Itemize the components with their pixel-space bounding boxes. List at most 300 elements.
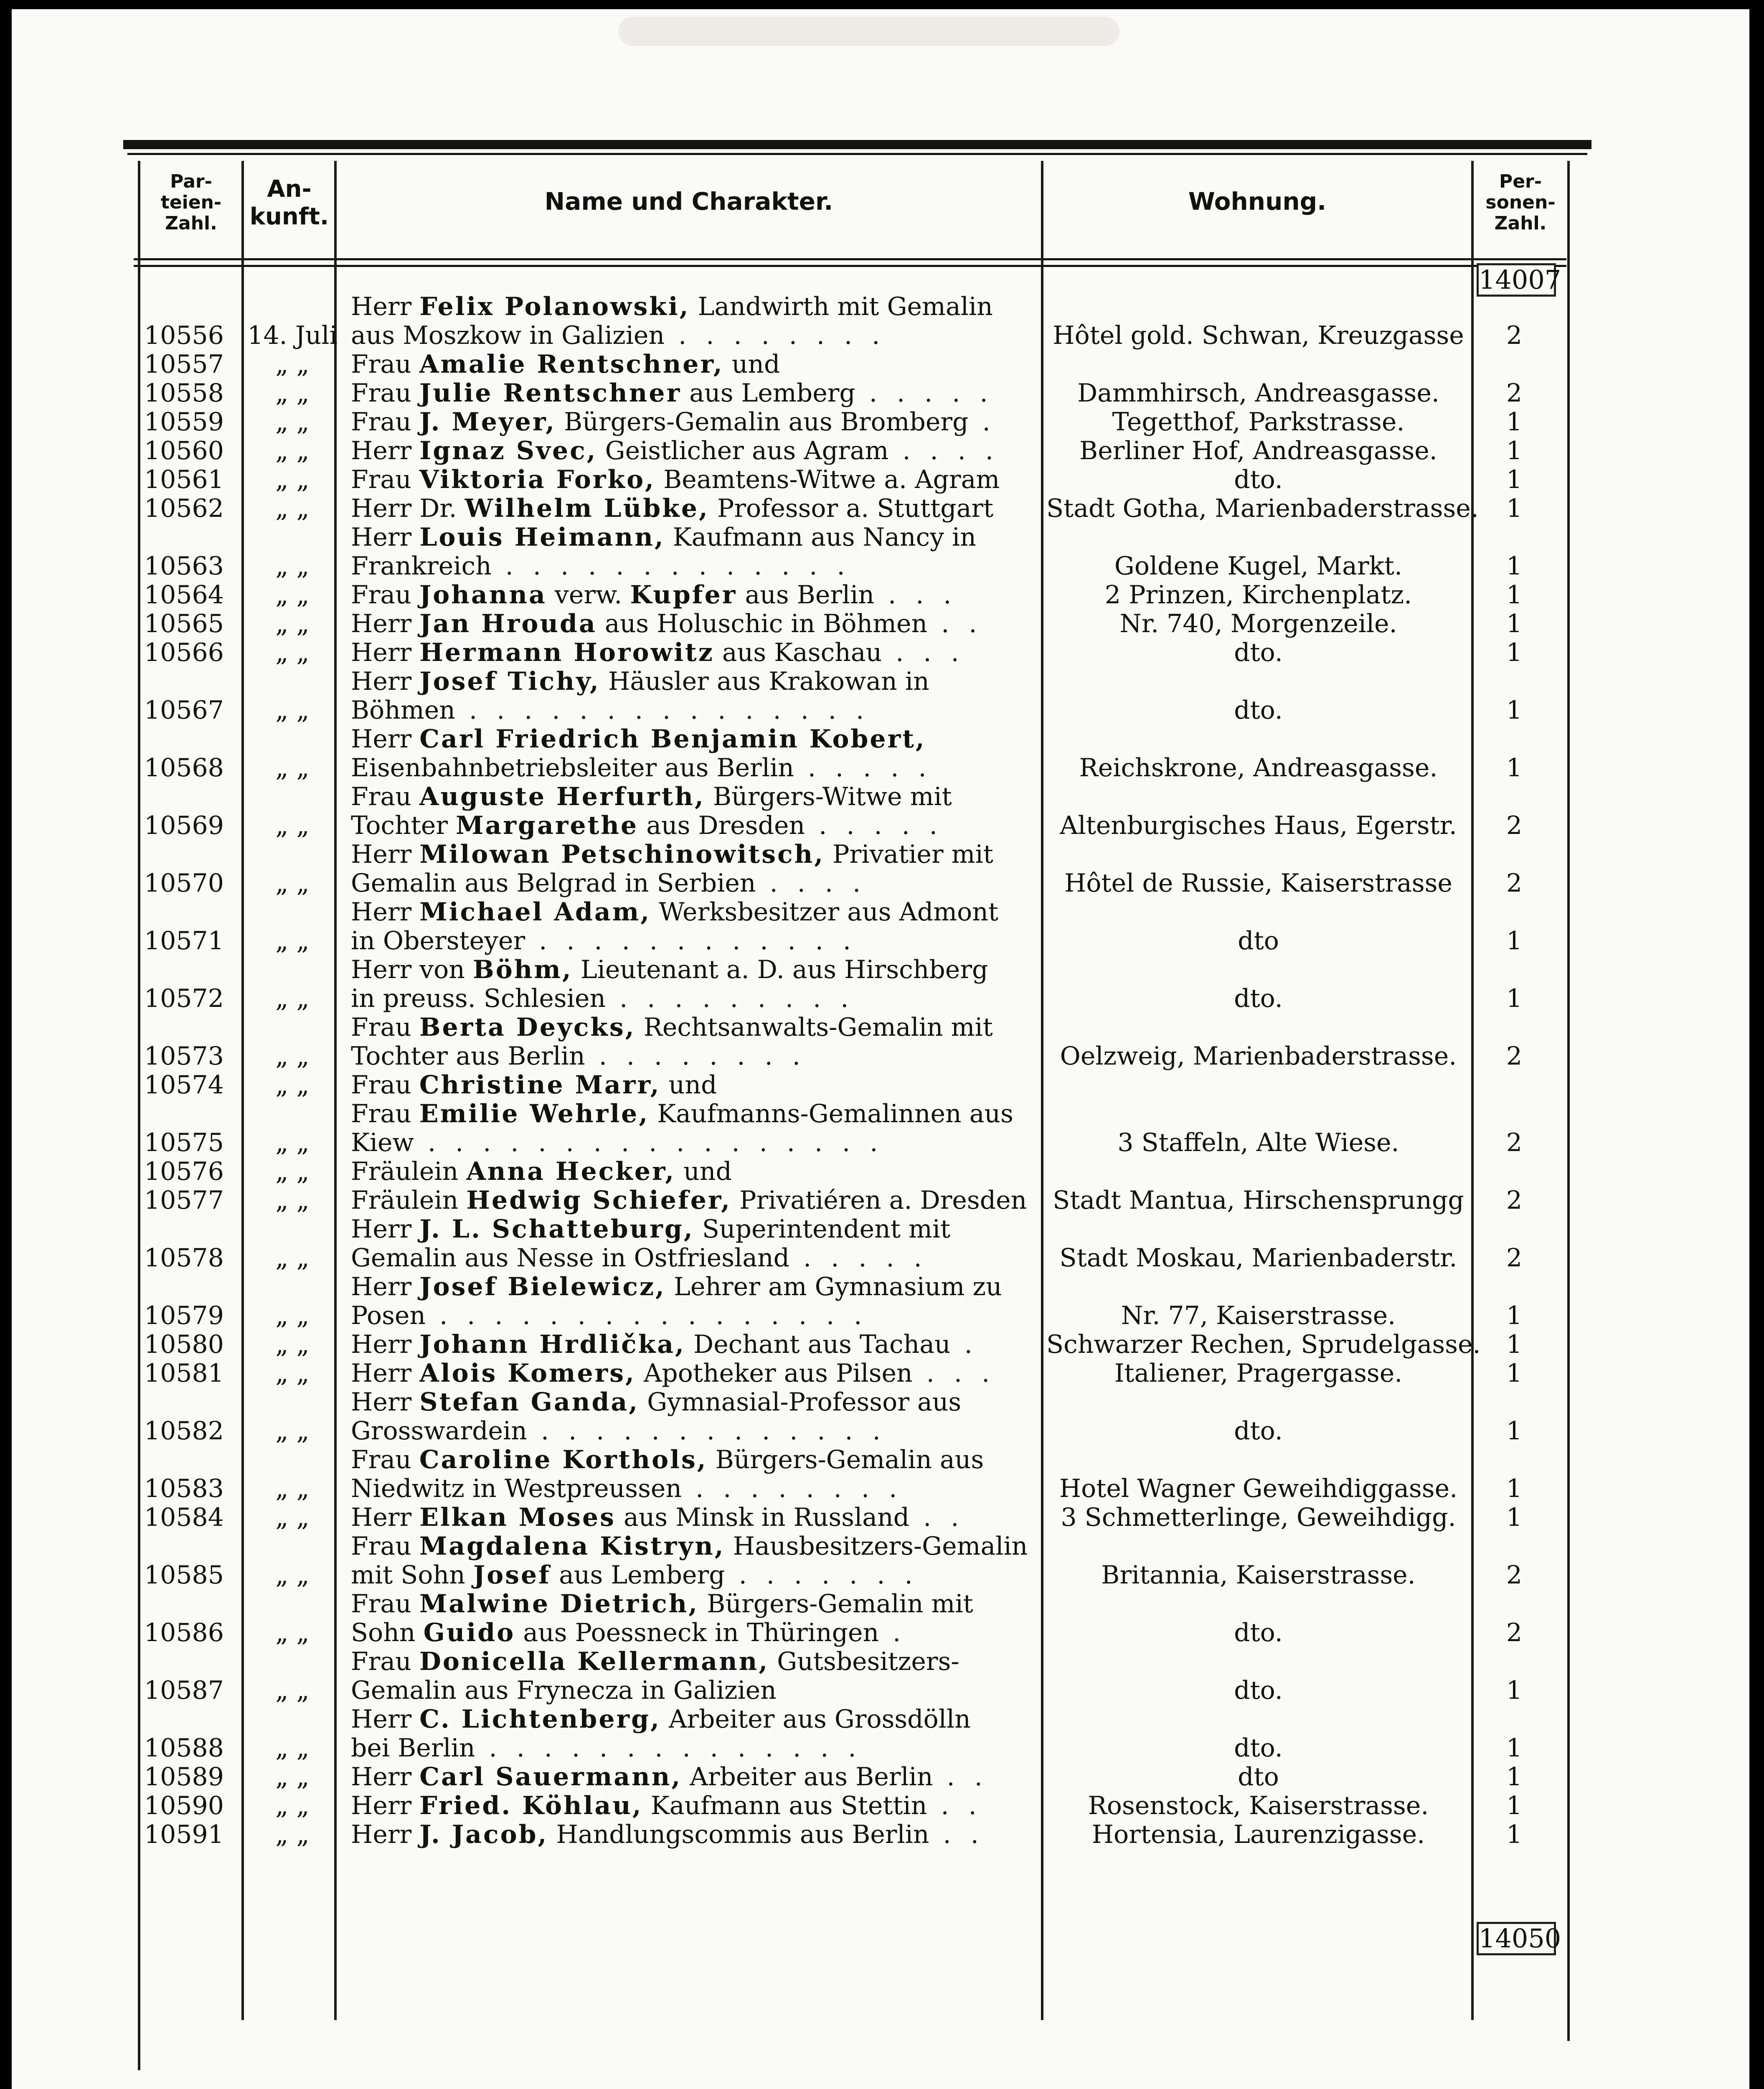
parteien-zahl: 10569	[144, 811, 224, 840]
name-und-charakter	[351, 667, 1038, 725]
name-text: Herr	[351, 1388, 420, 1417]
name-line	[351, 1676, 1038, 1705]
person-name: Josef Bielewicz,	[419, 1272, 666, 1301]
ankunft-date: „ „	[275, 1416, 310, 1446]
name-und-charakter	[351, 610, 1038, 638]
register-row	[0, 437, 1764, 465]
dot-leader: . .	[909, 1503, 965, 1532]
name-und-charakter	[351, 437, 1038, 465]
person-name: Caroline Korthols,	[419, 1445, 708, 1474]
parteien-zahl: 10589	[144, 1762, 224, 1792]
name-text: Frau	[351, 1532, 419, 1561]
person-name: Auguste Herfurth,	[419, 782, 705, 811]
name-text: Herr	[351, 840, 420, 869]
name-und-charakter	[351, 1071, 1038, 1100]
page-total: 14050	[1477, 1922, 1556, 1955]
parteien-zahl: 10582	[144, 1416, 224, 1446]
person-name: Anna Hecker,	[466, 1157, 676, 1186]
dot-leader: .	[968, 407, 996, 437]
ankunft-date: „ „	[275, 551, 310, 581]
personen-zahl: 2	[1506, 1243, 1523, 1273]
wohnung: Britannia, Kaiserstrasse.	[1101, 1560, 1416, 1590]
name-line	[351, 1244, 1038, 1273]
dot-leader: . . . . . . . .	[665, 321, 886, 350]
name-text: Hausbesitzers-Gemalin	[725, 1532, 1028, 1561]
name-line	[351, 840, 1038, 869]
register-row	[0, 667, 1764, 725]
ankunft-date: „ „	[275, 1820, 310, 1849]
name-text: Herr	[351, 667, 420, 696]
name-line	[351, 1042, 1038, 1071]
register-row	[0, 1013, 1764, 1071]
register-row	[0, 350, 1764, 379]
name-text: und	[660, 1070, 717, 1100]
name-text: Handlungscommis aus Berlin	[548, 1820, 929, 1849]
name-text: Sohn	[351, 1618, 424, 1647]
ankunft-date: „ „	[275, 379, 310, 408]
register-row	[0, 1330, 1764, 1359]
dot-leader: . . . . . . .	[725, 1560, 919, 1590]
name-text: Bürgers-Gemalin mit	[699, 1589, 973, 1619]
header-wohnung: Wohnung.	[1188, 187, 1327, 216]
name-line	[351, 1561, 1038, 1590]
parteien-zahl: 10573	[144, 1042, 224, 1071]
dot-leader: . . . . . . . . . . . . .	[527, 1416, 886, 1446]
name-und-charakter	[351, 956, 1038, 1013]
parteien-zahl: 10560	[144, 436, 224, 465]
name-text: Kaufmanns-Gemalinnen aus	[649, 1099, 1013, 1128]
person-name: Guido	[423, 1618, 515, 1647]
name-line	[351, 1128, 1038, 1157]
dot-leader: . .	[933, 1762, 988, 1792]
name-text: Kaufmann aus Nancy in	[665, 523, 976, 552]
register-row	[0, 408, 1764, 437]
name-und-charakter	[351, 1330, 1038, 1359]
personen-zahl: 2	[1506, 811, 1523, 840]
name-und-charakter	[351, 1186, 1038, 1215]
parteien-zahl: 10591	[144, 1820, 224, 1849]
name-und-charakter	[351, 1157, 1038, 1186]
person-name: J. L. Schatteburg,	[419, 1215, 694, 1244]
name-text: Arbeiter aus Berlin	[682, 1762, 933, 1792]
name-und-charakter	[351, 783, 1038, 840]
register-row	[0, 1388, 1764, 1446]
register-row	[0, 610, 1764, 638]
wohnung: Tegetthof, Parkstrasse.	[1112, 407, 1405, 437]
ankunft-date: „ „	[275, 1157, 310, 1186]
name-text: Geistlicher aus Agram	[597, 436, 889, 465]
ankunft-date: „ „	[275, 984, 310, 1013]
name-text: aus Dresden	[638, 811, 805, 840]
dot-leader: . . . . . . . .	[682, 1474, 903, 1503]
name-line	[351, 1503, 1038, 1532]
name-und-charakter	[351, 408, 1038, 437]
dot-leader: . . . .	[888, 436, 999, 465]
person-name: Stefan Ganda,	[419, 1388, 640, 1417]
wohnung: dto	[1238, 926, 1279, 956]
personen-zahl: 2	[1506, 1128, 1523, 1157]
name-line	[351, 1792, 1038, 1820]
parteien-zahl: 10590	[144, 1791, 224, 1820]
dot-leader: . . . . . . . .	[585, 1042, 806, 1071]
person-name: Alois Komers,	[419, 1359, 636, 1388]
register-row	[0, 898, 1764, 956]
name-text: aus Poessneck in Thüringen	[515, 1618, 879, 1647]
name-text: Herr	[351, 523, 420, 552]
parteien-zahl: 10585	[144, 1560, 224, 1590]
name-und-charakter	[351, 1647, 1038, 1705]
name-und-charakter	[351, 898, 1038, 956]
dot-leader: . . .	[882, 638, 965, 667]
name-und-charakter	[351, 725, 1038, 783]
register-row	[0, 1590, 1764, 1647]
dot-leader: .	[950, 1330, 978, 1359]
name-line	[351, 379, 1038, 408]
name-und-charakter	[351, 1820, 1038, 1849]
name-line	[351, 292, 1038, 321]
register-row	[0, 379, 1764, 408]
name-text: aus Holuschic in Böhmen	[596, 609, 928, 638]
wohnung: dto.	[1234, 638, 1283, 667]
wohnung: dto.	[1234, 1618, 1283, 1647]
ankunft-date: „ „	[275, 609, 310, 638]
wohnung: dto.	[1234, 696, 1283, 725]
name-text: Gemalin aus Frynecza in Galizien	[351, 1676, 777, 1705]
ankunft-date: „ „	[275, 407, 310, 437]
wohnung: Oelzweig, Marienbaderstrasse.	[1060, 1042, 1457, 1071]
person-name: Carl Sauermann,	[419, 1762, 682, 1792]
name-text: Frau	[351, 782, 419, 811]
name-text: Privatier mit	[825, 840, 993, 869]
name-line	[351, 898, 1038, 927]
personen-zahl: 1	[1506, 580, 1523, 610]
name-text: aus Lemberg	[681, 379, 855, 408]
parteien-zahl: 10564	[144, 580, 224, 610]
personen-zahl: 1	[1506, 926, 1523, 956]
name-line	[351, 552, 1038, 581]
name-und-charakter	[351, 1705, 1038, 1763]
wohnung: dto.	[1234, 984, 1283, 1013]
name-text: und	[675, 1157, 732, 1186]
person-name: Emilie Wehrle,	[419, 1099, 650, 1128]
name-line	[351, 927, 1038, 956]
parteien-zahl: 10587	[144, 1676, 224, 1705]
name-text: Frau	[351, 350, 419, 379]
parteien-zahl: 10576	[144, 1157, 224, 1186]
name-text: aus Berlin	[737, 580, 875, 610]
register-row	[0, 1647, 1764, 1705]
ankunft-date: „ „	[275, 1733, 310, 1763]
personen-zahl: 1	[1506, 1762, 1523, 1792]
parteien-zahl: 10566	[144, 638, 224, 667]
ankunft-date: „ „	[275, 580, 310, 610]
name-line	[351, 1215, 1038, 1244]
name-line	[351, 437, 1038, 465]
name-und-charakter	[351, 523, 1038, 581]
name-line	[351, 1301, 1038, 1330]
person-name: Christine Marr,	[419, 1070, 661, 1100]
person-name: Felix Polanowski,	[419, 292, 690, 321]
ankunft-date: „ „	[275, 1791, 310, 1820]
name-text: mit Sohn	[351, 1560, 473, 1590]
register-row	[0, 292, 1764, 350]
header-ankunft: An- kunft.	[249, 175, 329, 230]
name-text: Lehrer am Gymnasium zu	[665, 1272, 1002, 1301]
name-text: Frau	[351, 1070, 419, 1100]
name-line	[351, 1013, 1038, 1042]
name-line	[351, 1619, 1038, 1647]
name-text: Frau	[351, 1445, 419, 1474]
header-name-und-charakter: Name und Charakter.	[544, 187, 833, 216]
dot-leader: . . . . . . . . . . . . . . . . .	[414, 1128, 884, 1157]
name-text: Frau	[351, 580, 419, 610]
name-text: Herr	[351, 292, 420, 321]
wohnung: Hortensia, Laurenzigasse.	[1091, 1820, 1425, 1849]
ankunft-date: „ „	[275, 1560, 310, 1590]
dot-leader: . .	[927, 1791, 982, 1820]
wohnung: Altenburgisches Haus, Egerstr.	[1060, 811, 1457, 840]
name-text: Herr	[351, 724, 420, 754]
wohnung: Dammhirsch, Andreasgasse.	[1077, 379, 1439, 408]
name-text: Herr	[351, 638, 420, 667]
name-line	[351, 1157, 1038, 1186]
register-rows	[0, 292, 1764, 1849]
personen-zahl: 1	[1506, 984, 1523, 1013]
name-text: Herr	[351, 1503, 420, 1532]
ankunft-date: „ „	[275, 638, 310, 667]
parteien-zahl: 10572	[144, 984, 224, 1013]
name-text: Herr	[351, 609, 420, 638]
name-text: Frau	[351, 1099, 419, 1128]
name-text: Frankreich	[351, 551, 492, 581]
ankunft-date: „ „	[275, 1503, 310, 1532]
name-text: Grosswardein	[351, 1416, 527, 1446]
ankunft-date: „ „	[275, 494, 310, 523]
name-line	[351, 1734, 1038, 1763]
register-row	[0, 783, 1764, 840]
register-row	[0, 465, 1764, 494]
person-name: Louis Heimann,	[419, 523, 665, 552]
ankunft-date: „ „	[275, 350, 310, 379]
ankunft-date: „ „	[275, 1359, 310, 1388]
personen-zahl: 2	[1506, 1618, 1523, 1647]
register-row	[0, 1359, 1764, 1388]
ankunft-date: „ „	[275, 753, 310, 783]
parteien-zahl: 10570	[144, 869, 224, 898]
personen-zahl: 2	[1506, 321, 1523, 350]
person-name: Hermann Horowitz	[419, 638, 714, 667]
name-und-charakter	[351, 1532, 1038, 1590]
personen-zahl: 2	[1506, 379, 1523, 408]
personen-zahl: 1	[1506, 1733, 1523, 1763]
header-bottom-rule-2	[134, 265, 1566, 267]
personen-zahl: 2	[1506, 869, 1523, 898]
person-name: Magdalena Kistryn,	[419, 1532, 725, 1561]
person-name: Böhm,	[473, 955, 573, 984]
wohnung: dto.	[1234, 1416, 1283, 1446]
name-und-charakter	[351, 1503, 1038, 1532]
name-und-charakter	[351, 292, 1038, 350]
person-name: Malwine Dietrich,	[419, 1589, 699, 1619]
wohnung: Reichskrone, Andreasgasse.	[1079, 753, 1438, 783]
header-bottom-rule	[134, 258, 1566, 260]
name-text: bei Berlin	[351, 1733, 475, 1763]
name-und-charakter	[351, 1388, 1038, 1446]
name-text: aus Minsk in Russland	[615, 1503, 910, 1532]
person-name: Carl Friedrich Benjamin Kobert,	[419, 724, 926, 754]
name-und-charakter	[351, 840, 1038, 898]
name-line	[351, 1705, 1038, 1734]
name-text: verw.	[546, 580, 630, 610]
parteien-zahl: 10565	[144, 609, 224, 638]
personen-zahl: 1	[1506, 1416, 1523, 1446]
register-row	[0, 1446, 1764, 1503]
header-top-rule-thin	[127, 153, 1587, 155]
register-row	[0, 1157, 1764, 1186]
wohnung: dto.	[1234, 1676, 1283, 1705]
name-line	[351, 725, 1038, 754]
personen-zahl: 1	[1506, 407, 1523, 437]
scan-border-top	[0, 0, 1764, 9]
person-name: Margarethe	[456, 811, 639, 840]
wohnung: Italiener, Pragergasse.	[1114, 1359, 1403, 1388]
personen-zahl: 1	[1506, 436, 1523, 465]
ankunft-date: „ „	[275, 1301, 310, 1330]
person-name: Josef Tichy,	[419, 667, 600, 696]
name-text: Herr	[351, 436, 420, 465]
person-name: Jan Hrouda	[419, 609, 597, 638]
name-line	[351, 1446, 1038, 1474]
name-text: Frau	[351, 1013, 419, 1042]
name-line	[351, 638, 1038, 667]
ankunft-date: „ „	[275, 1618, 310, 1647]
name-und-charakter	[351, 1359, 1038, 1388]
dot-leader: . . . . .	[794, 753, 932, 783]
name-line	[351, 696, 1038, 725]
name-text: Herr	[351, 1330, 420, 1359]
parteien-zahl: 10567	[144, 696, 224, 725]
header-personen-zahl: Per- sonen- Zahl.	[1485, 171, 1556, 234]
name-text: Häusler aus Krakowan in	[600, 667, 929, 696]
dot-leader: . . . . . . . . . . . .	[525, 926, 857, 956]
register-row	[0, 1273, 1764, 1330]
name-line	[351, 321, 1038, 350]
parteien-zahl: 10578	[144, 1243, 224, 1273]
name-text: Fräulein	[351, 1186, 467, 1215]
name-line	[351, 1100, 1038, 1128]
name-text: Gemalin aus Nesse in Ostfriesland	[351, 1243, 790, 1273]
dot-leader: . . . . . . . . . . . . .	[491, 551, 851, 581]
name-text: Herr	[351, 1820, 420, 1849]
name-und-charakter	[351, 1792, 1038, 1820]
name-line	[351, 984, 1038, 1013]
dot-leader: . . . . .	[805, 811, 943, 840]
parteien-zahl: 10584	[144, 1503, 224, 1532]
wohnung: Rosenstock, Kaiserstrasse.	[1088, 1791, 1429, 1820]
name-line	[351, 783, 1038, 811]
name-und-charakter	[351, 638, 1038, 667]
parteien-zahl: 10577	[144, 1186, 224, 1215]
name-line	[351, 523, 1038, 552]
name-text: Gemalin aus Belgrad in Serbien	[351, 869, 756, 898]
person-name: J. Jacob,	[419, 1820, 548, 1849]
name-text: Werksbesitzer aus Admont	[651, 897, 998, 927]
person-name: Viktoria Forko,	[419, 465, 656, 494]
parteien-zahl: 10561	[144, 465, 224, 494]
ankunft-date: „ „	[275, 696, 310, 725]
wohnung: dto.	[1234, 465, 1283, 494]
name-line	[351, 1359, 1038, 1388]
parteien-zahl: 10559	[144, 407, 224, 437]
wohnung: Hôtel gold. Schwan, Kreuzgasse	[1053, 321, 1464, 350]
name-text: Kiew	[351, 1128, 414, 1157]
person-name: C. Lichtenberg,	[419, 1705, 661, 1734]
register-row	[0, 956, 1764, 1013]
dot-leader: . . . . . . . . . . . . . . .	[455, 696, 870, 725]
name-text: Rechtsanwalts-Gemalin mit	[635, 1013, 993, 1042]
dot-leader: . . . . .	[855, 379, 994, 408]
name-text: in preuss. Schlesien	[351, 984, 606, 1013]
dot-leader: . . . . .	[789, 1243, 928, 1273]
wohnung: 2 Prinzen, Kirchenplatz.	[1104, 580, 1412, 610]
personen-zahl: 1	[1506, 1301, 1523, 1330]
print-smudge	[618, 17, 1119, 46]
name-und-charakter	[351, 379, 1038, 408]
person-name: Wilhelm Lübke,	[464, 494, 709, 523]
name-line	[351, 610, 1038, 638]
name-und-charakter	[351, 581, 1038, 610]
wohnung: Goldene Kugel, Markt.	[1114, 551, 1403, 581]
register-row	[0, 725, 1764, 783]
ankunft-date: „ „	[275, 1186, 310, 1215]
name-line	[351, 1330, 1038, 1359]
wohnung: 3 Staffeln, Alte Wiese.	[1117, 1128, 1399, 1157]
parteien-zahl: 10562	[144, 494, 224, 523]
personen-zahl: 1	[1506, 696, 1523, 725]
name-und-charakter	[351, 1273, 1038, 1330]
name-line	[351, 1186, 1038, 1215]
ankunft-date: „ „	[275, 1676, 310, 1705]
parteien-zahl: 10557	[144, 350, 224, 379]
name-text: und	[723, 350, 780, 379]
person-name: Josef	[473, 1560, 551, 1590]
parteien-zahl: 10568	[144, 753, 224, 783]
name-text: Bürgers-Witwe mit	[705, 782, 952, 811]
name-line	[351, 1273, 1038, 1301]
name-text: Fräulein	[351, 1157, 467, 1186]
name-text: Herr	[351, 897, 420, 927]
parteien-zahl: 10575	[144, 1128, 224, 1157]
name-text: Kaufmann aus Stettin	[642, 1791, 927, 1820]
wohnung: dto.	[1234, 1733, 1283, 1763]
register-row	[0, 1215, 1764, 1273]
name-text: Frau	[351, 407, 419, 437]
wohnung: 3 Schmetterlinge, Geweihdigg.	[1061, 1503, 1456, 1532]
ankunft-date: „ „	[275, 811, 310, 840]
name-text: Frau	[351, 1647, 419, 1676]
register-row	[0, 1705, 1764, 1763]
person-name: Donicella Kellermann,	[419, 1647, 769, 1676]
name-und-charakter	[351, 465, 1038, 494]
parteien-zahl: 10556	[144, 321, 224, 350]
name-line	[351, 408, 1038, 437]
name-text: Herr	[351, 1791, 420, 1820]
dot-leader: . . . . . . . . .	[606, 984, 855, 1013]
name-line	[351, 1647, 1038, 1676]
personen-zahl: 1	[1506, 465, 1523, 494]
name-text: aus Kaschau	[714, 638, 882, 667]
name-text: Herr	[351, 1705, 420, 1734]
